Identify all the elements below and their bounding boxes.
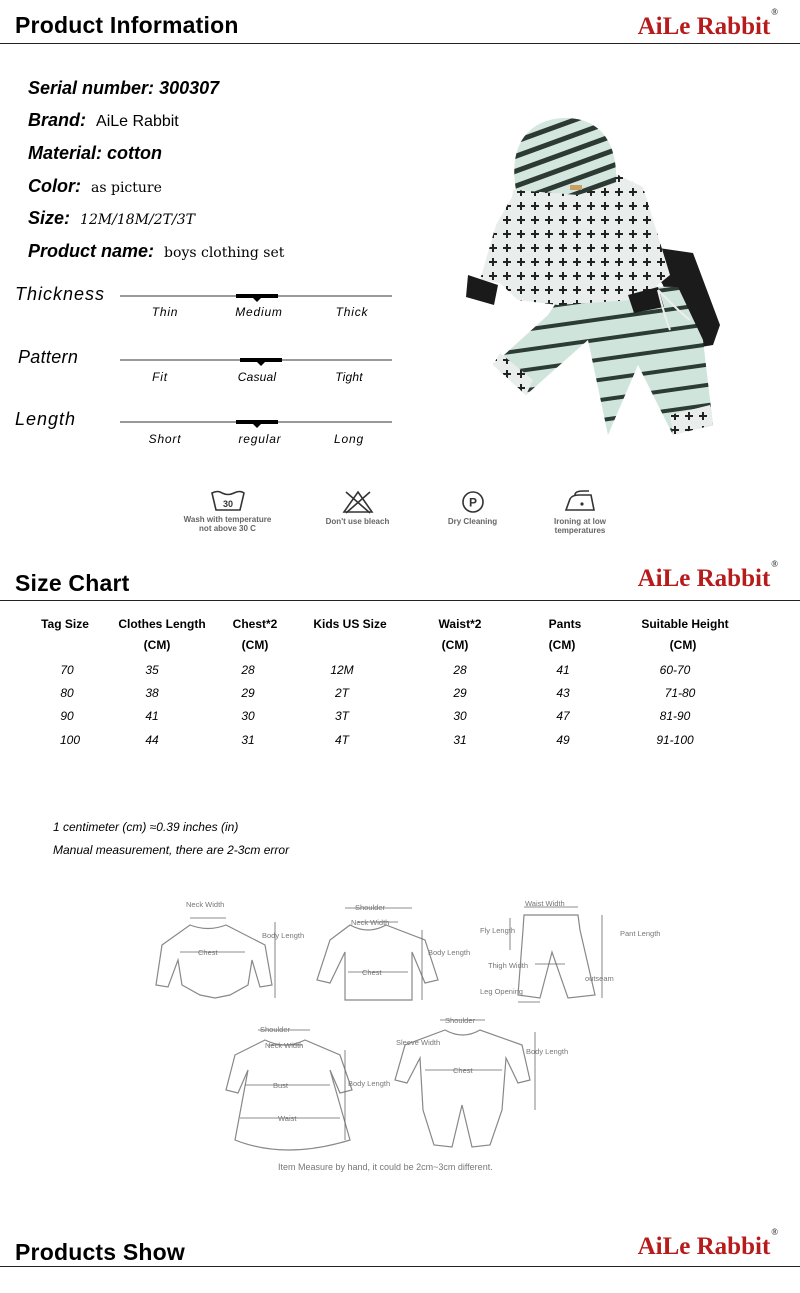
rating-option: Thick — [335, 305, 369, 319]
brand-logo: AiLe Rabbit® — [637, 558, 778, 592]
product-info-title: Product Information — [15, 12, 239, 38]
spec-serial: Serial number: 300307 — [28, 78, 220, 98]
table-cell: 81-90 — [659, 709, 691, 723]
divider — [0, 1266, 800, 1267]
col-header-clothes-length: Clothes Length — [118, 617, 206, 631]
product-photo — [458, 115, 743, 465]
care-iron: Ironing at low temperatures — [530, 490, 630, 535]
svg-text:Neck Width: Neck Width — [265, 1041, 304, 1050]
table-cell: 12M — [330, 663, 354, 677]
table-cell: 38 — [145, 686, 159, 700]
rating-option: Short — [148, 432, 182, 446]
measurement-note: Manual measurement, there are 2-3cm error — [53, 843, 290, 857]
table-cell: 30 — [453, 709, 467, 723]
rating-option: Long — [334, 432, 364, 446]
wash-30-icon — [210, 490, 246, 512]
svg-text:Pant Length: Pant Length — [620, 929, 660, 938]
brand-logo: AiLe Rabbit® — [637, 1226, 778, 1260]
dry-clean-icon — [460, 490, 486, 514]
table-cell: 35 — [145, 663, 159, 677]
measurement-diagram — [140, 890, 660, 1160]
svg-text:Body Length: Body Length — [262, 931, 305, 940]
svg-text:Neck Width: Neck Width — [186, 900, 225, 909]
svg-text:outseam: outseam — [585, 974, 614, 983]
care-wash: 30 Wash with temperature not above 30 C — [160, 490, 295, 533]
col-header-chest: Chest*2 — [232, 617, 278, 631]
table-cell: 28 — [453, 663, 467, 677]
spec-material: Material: cotton — [28, 143, 163, 163]
table-cell: 2T — [334, 686, 349, 700]
rating-marker — [240, 358, 282, 362]
svg-text:Thigh Width: Thigh Width — [488, 961, 529, 970]
spec-brand: Brand: AiLe Rabbit — [28, 110, 179, 130]
rating-label-length: Length — [15, 409, 77, 429]
svg-text:Waist: Waist — [278, 1114, 297, 1123]
svg-text:Chest: Chest — [198, 948, 218, 957]
diagram-caption: Item Measure by hand, it could be 2cm~3cm different. — [278, 1162, 493, 1172]
unit-label: (CM) — [143, 638, 171, 652]
svg-text:Body Length: Body Length — [428, 948, 471, 957]
conversion-note: 1 centimeter (cm) ≈0.39 inches (in) — [53, 820, 239, 834]
rating-label-thickness: Thickness — [15, 284, 106, 304]
table-cell: 43 — [556, 686, 570, 700]
svg-text:Body Length: Body Length — [526, 1047, 569, 1056]
table-cell: 30 — [241, 709, 255, 723]
rating-marker — [236, 294, 278, 298]
col-header-waist: Waist*2 — [438, 617, 482, 631]
unit-label: (CM) — [669, 638, 697, 652]
care-bleach: Don't use bleach — [305, 490, 410, 526]
divider — [0, 43, 800, 44]
svg-text:30: 30 — [222, 499, 233, 509]
svg-text:Chest: Chest — [362, 968, 382, 977]
rating-option: Tight — [335, 370, 363, 384]
spec-product-name: Product name: boys clothing set — [28, 241, 285, 261]
table-cell: 100 — [59, 733, 81, 747]
rating-option-selected: Medium — [235, 305, 283, 319]
table-cell: 4T — [334, 733, 349, 747]
products-show-title: Products Show — [15, 1239, 186, 1265]
svg-text:Shoulder: Shoulder — [445, 1016, 476, 1025]
rating-option: Thin — [151, 305, 179, 319]
rating-option-selected: regular — [238, 432, 282, 446]
table-cell: 29 — [453, 686, 467, 700]
care-dry-clean: P Dry Cleaning — [425, 490, 520, 526]
brand-logo: AiLe Rabbit® — [637, 6, 778, 40]
spec-size: Size: 12M/18M/2T/3T — [28, 208, 195, 228]
col-header-kids-us-size: Kids US Size — [313, 617, 387, 631]
rating-marker — [236, 420, 278, 424]
svg-text:Waist Width: Waist Width — [525, 899, 565, 908]
table-cell: 47 — [556, 709, 570, 723]
unit-label: (CM) — [548, 638, 576, 652]
unit-label: (CM) — [441, 638, 469, 652]
table-cell: 29 — [241, 686, 255, 700]
table-cell: 28 — [241, 663, 255, 677]
no-bleach-icon — [342, 490, 374, 514]
rating-option-selected: Casual — [237, 370, 277, 384]
svg-text:Leg Opening: Leg Opening — [480, 987, 523, 996]
svg-text:Sleeve Width: Sleeve Width — [396, 1038, 441, 1047]
iron-low-icon — [563, 490, 597, 514]
col-header-tag-size: Tag Size — [41, 617, 89, 631]
spec-color: Color: as picture — [28, 176, 162, 196]
svg-text:Shoulder: Shoulder — [260, 1025, 291, 1034]
table-cell: 3T — [334, 709, 349, 723]
table-cell: 60-70 — [659, 663, 691, 677]
divider — [0, 600, 800, 601]
table-cell: 41 — [145, 709, 159, 723]
table-cell: 31 — [241, 733, 255, 747]
unit-label: (CM) — [241, 638, 269, 652]
table-cell: 70 — [60, 663, 74, 677]
table-cell: 80 — [60, 686, 74, 700]
svg-text:Chest: Chest — [453, 1066, 473, 1075]
table-cell: 41 — [556, 663, 570, 677]
col-header-pants: Pants — [548, 617, 582, 631]
table-cell: 49 — [556, 733, 570, 747]
table-cell: 44 — [145, 733, 159, 747]
svg-text:P: P — [468, 495, 477, 510]
rating-option: Fit — [152, 370, 168, 384]
table-cell: 91-100 — [656, 733, 694, 747]
table-cell: 90 — [60, 709, 74, 723]
size-chart-title: Size Chart — [15, 570, 130, 596]
svg-text:Bust: Bust — [273, 1081, 289, 1090]
col-header-suitable-height: Suitable Height — [641, 617, 729, 631]
table-cell: 31 — [453, 733, 467, 747]
svg-text:Body Length: Body Length — [348, 1079, 391, 1088]
svg-text:Shoulder: Shoulder — [355, 903, 386, 912]
table-cell: 71-80 — [664, 686, 696, 700]
svg-text:Neck Width: Neck Width — [351, 918, 390, 927]
svg-text:Fly Length: Fly Length — [480, 926, 516, 935]
rating-label-pattern: Pattern — [18, 347, 79, 367]
